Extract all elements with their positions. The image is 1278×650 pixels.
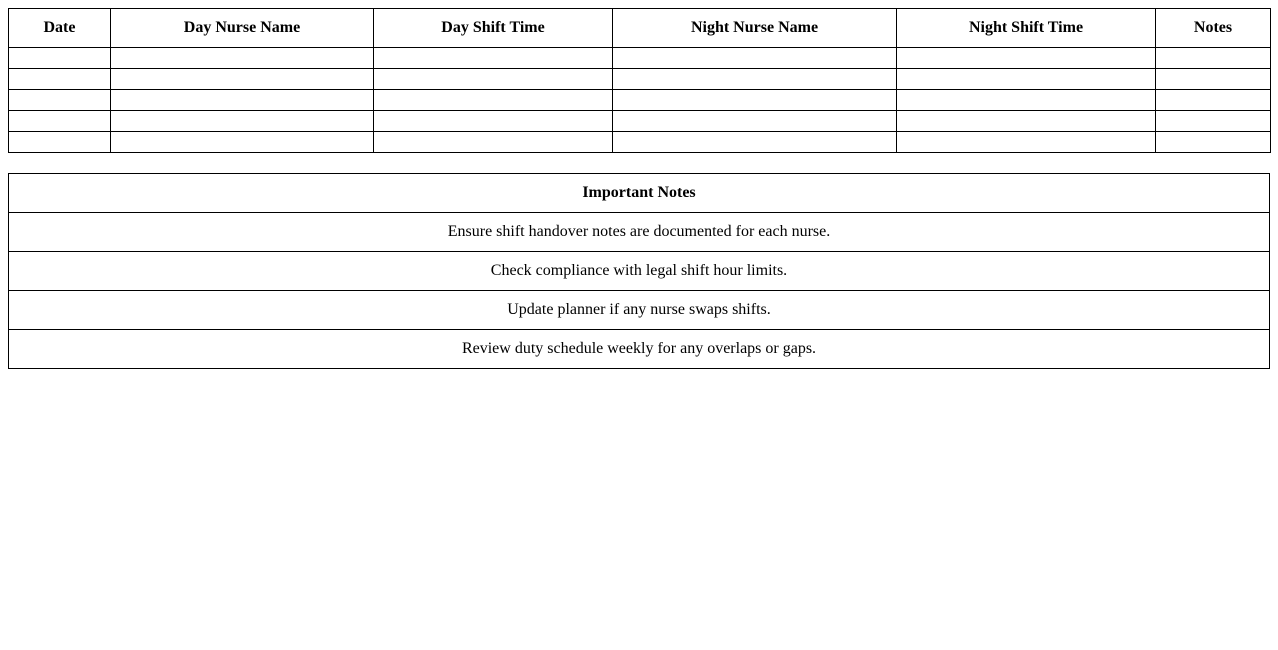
table-cell[interactable] bbox=[1156, 132, 1271, 153]
column-header-night-shift-time: Night Shift Time bbox=[897, 9, 1156, 48]
table-cell[interactable] bbox=[1156, 69, 1271, 90]
table-cell[interactable] bbox=[374, 111, 613, 132]
column-header-night-nurse-name: Night Nurse Name bbox=[613, 9, 897, 48]
table-cell[interactable] bbox=[897, 132, 1156, 153]
table-cell[interactable] bbox=[9, 132, 111, 153]
table-cell[interactable] bbox=[897, 90, 1156, 111]
table-cell[interactable] bbox=[111, 90, 374, 111]
notes-header-row bbox=[9, 174, 1270, 213]
table-row bbox=[9, 132, 1271, 153]
table-cell[interactable] bbox=[1156, 48, 1271, 69]
nurse-schedule-table bbox=[8, 8, 1271, 153]
table-cell[interactable] bbox=[9, 90, 111, 111]
table-cell[interactable] bbox=[897, 69, 1156, 90]
notes-title: Important Notes bbox=[9, 174, 1270, 213]
table-cell[interactable] bbox=[897, 48, 1156, 69]
table-cell[interactable] bbox=[374, 69, 613, 90]
table-cell[interactable] bbox=[374, 48, 613, 69]
table-cell[interactable] bbox=[374, 132, 613, 153]
table-cell[interactable] bbox=[613, 132, 897, 153]
note-item: Review duty schedule weekly for any overlaps or gaps. bbox=[9, 330, 1270, 369]
note-row bbox=[9, 213, 1270, 252]
note-item: Ensure shift handover notes are documented for each nurse. bbox=[9, 213, 1270, 252]
column-header-date: Date bbox=[9, 9, 111, 48]
table-row bbox=[9, 111, 1271, 132]
table-cell[interactable] bbox=[613, 111, 897, 132]
table-header-row bbox=[9, 9, 1271, 48]
table-row bbox=[9, 90, 1271, 111]
important-notes-table bbox=[8, 173, 1270, 369]
table-cell[interactable] bbox=[111, 111, 374, 132]
table-cell[interactable] bbox=[613, 48, 897, 69]
table-cell[interactable] bbox=[111, 48, 374, 69]
table-cell[interactable] bbox=[9, 111, 111, 132]
table-cell[interactable] bbox=[1156, 111, 1271, 132]
table-cell[interactable] bbox=[613, 90, 897, 111]
column-header-day-shift-time: Day Shift Time bbox=[374, 9, 613, 48]
column-header-day-nurse-name: Day Nurse Name bbox=[111, 9, 374, 48]
column-header-notes: Notes bbox=[1156, 9, 1271, 48]
note-row bbox=[9, 252, 1270, 291]
table-cell[interactable] bbox=[897, 111, 1156, 132]
table-row bbox=[9, 48, 1271, 69]
table-row bbox=[9, 69, 1271, 90]
note-item: Update planner if any nurse swaps shifts. bbox=[9, 291, 1270, 330]
table-cell[interactable] bbox=[111, 132, 374, 153]
table-cell[interactable] bbox=[9, 69, 111, 90]
table-cell[interactable] bbox=[1156, 90, 1271, 111]
note-item: Check compliance with legal shift hour limits. bbox=[9, 252, 1270, 291]
table-cell[interactable] bbox=[613, 69, 897, 90]
table-cell[interactable] bbox=[374, 90, 613, 111]
table-cell[interactable] bbox=[9, 48, 111, 69]
note-row bbox=[9, 330, 1270, 369]
table-cell[interactable] bbox=[111, 69, 374, 90]
note-row bbox=[9, 291, 1270, 330]
